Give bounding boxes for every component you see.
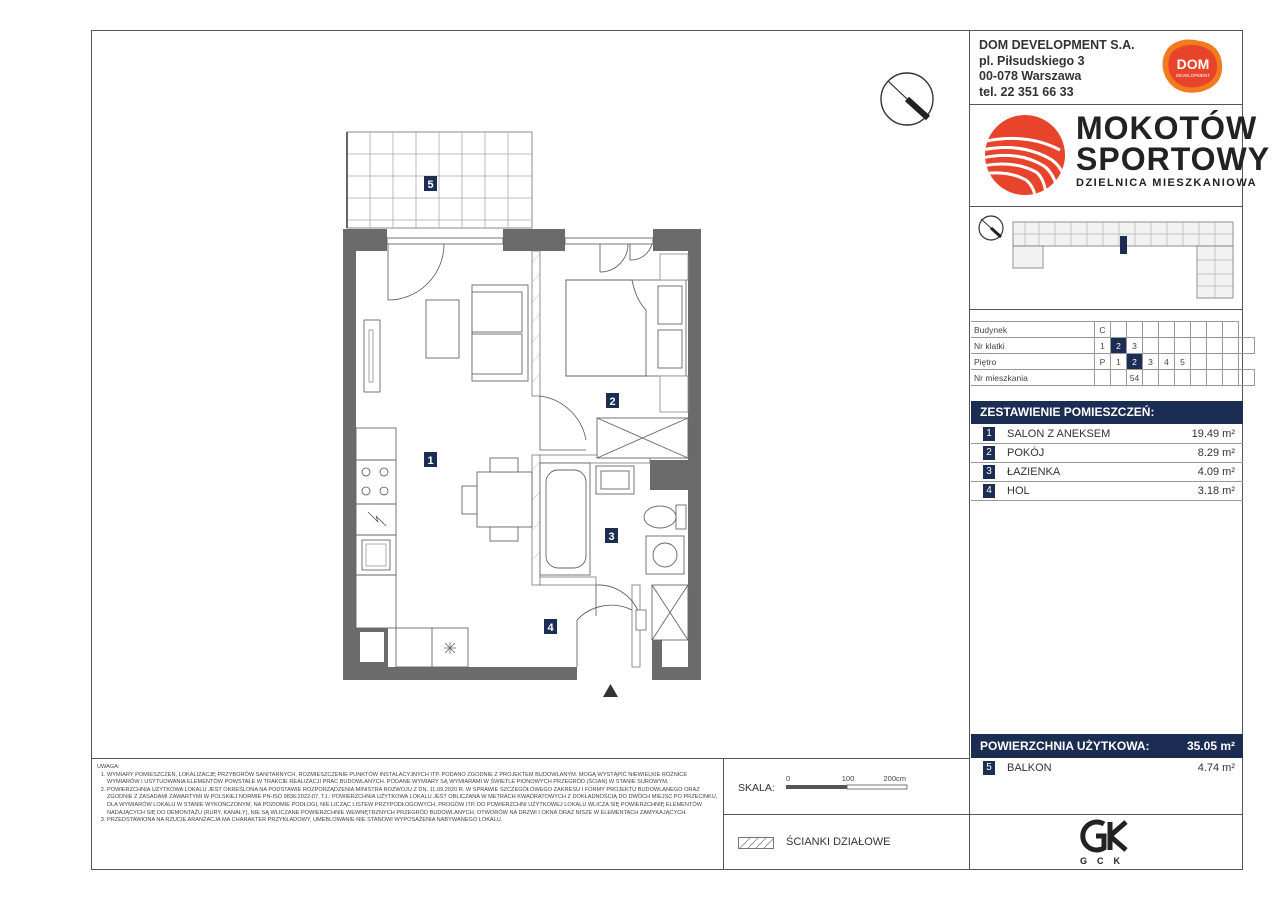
staircase-cell: 1 xyxy=(1095,338,1111,354)
room-name: HOL xyxy=(1007,485,1030,497)
room-area: 4.09 m² xyxy=(1197,466,1235,478)
project-name-line1: MOKOTÓW xyxy=(1076,110,1258,146)
gck-logo-text: GCK xyxy=(1080,856,1130,866)
plan-label: 2 xyxy=(609,396,616,408)
room-row xyxy=(971,463,1243,482)
floor-cell-selected: 2 xyxy=(1127,354,1143,370)
project-name-line3: DZIELNICA MIESZKANIOWA xyxy=(1076,177,1258,189)
partition-wall-legend-label: ŚCIANKI DZIAŁOWE xyxy=(786,836,891,848)
notes-heading: UWAGA: xyxy=(97,764,120,770)
partition-wall-legend-icon xyxy=(738,836,774,848)
bathroom-sink xyxy=(596,466,634,494)
floor-cell: 5 xyxy=(1175,354,1191,370)
room-area: 8.29 m² xyxy=(1197,447,1235,459)
floor-cell: 1 xyxy=(1111,354,1127,370)
note-item: 1. WYMIARY POMIESZCZEŃ, LOKALIZACJĘ PRZYBORÓW SANITARNYCH, ROZMIESZCZENIE PUNKTÓW INSTALACYJNYCH ITP. PODANO ZGODNIE Z PROJEKTEM BUDOWLANYM. MOGĄ WYSTĄPIĆ NIEWIELKIE RÓŻNICE WYMIARÓW I USYTUOWANIA ELEMENTÓW POWSTAŁE W TRAKCIE REALIZACJI PRAC BUDOWLANYCH. PODANE WYMIARY SĄ WYMIARAMI W ŚWIETLE PIONOWYCH PRZEGRÓD (ŚCIAN) W STANIE SUROWYM. xyxy=(107,772,719,787)
balcony-name: BALKON xyxy=(1007,762,1052,774)
scale-label: SKALA: xyxy=(738,782,775,794)
bed xyxy=(566,280,686,376)
apartment-row xyxy=(971,370,1255,386)
room-name: POKÓJ xyxy=(1007,447,1045,459)
notes-block xyxy=(97,764,719,825)
company-name: DOM DEVELOPMENT S.A. xyxy=(979,38,1135,52)
scale-tick-label: 200cm xyxy=(883,774,906,783)
logo-divider xyxy=(969,206,1243,207)
building-value: C xyxy=(1095,322,1111,338)
floor-cell: 4 xyxy=(1159,354,1175,370)
room-row xyxy=(971,425,1243,444)
scale-divider xyxy=(723,814,969,815)
header-divider xyxy=(969,104,1243,105)
dom-development-logo xyxy=(1160,38,1222,92)
staircase-label: Nr klatki xyxy=(971,338,1095,354)
floor-cell: P xyxy=(1095,354,1111,370)
room-number-badge: 1 xyxy=(983,427,995,441)
mokotow-sportowy-emblem xyxy=(982,114,1068,196)
tv xyxy=(364,320,380,392)
plan-label: 1 xyxy=(427,455,434,467)
balcony-number-badge: 5 xyxy=(983,761,995,775)
sofa xyxy=(472,285,528,381)
apartment-number: 54 xyxy=(1127,370,1143,386)
bottom-section-divider xyxy=(91,758,969,759)
room-row xyxy=(971,444,1243,463)
balcony-area: 4.74 m² xyxy=(1197,762,1235,774)
room-area: 3.18 m² xyxy=(1197,485,1235,497)
key-plan xyxy=(975,210,1237,306)
staircase-row xyxy=(971,338,1255,354)
total-area-bar xyxy=(971,734,1243,758)
plan-label: 3 xyxy=(608,531,615,543)
floor-row xyxy=(971,354,1255,370)
right-column-divider xyxy=(969,30,970,870)
bathtub xyxy=(540,463,590,575)
room-number-badge: 2 xyxy=(983,446,995,460)
hall-wardrobe xyxy=(652,585,688,640)
total-area-value: 35.05 m² xyxy=(1186,739,1235,753)
apartment-info-table xyxy=(971,321,1255,386)
scale-tick-label: 0 xyxy=(786,774,791,783)
wardrobe xyxy=(597,418,688,458)
room-number-badge: 4 xyxy=(983,484,995,498)
note-item: 3. PRZEDSTAWIONA NA RZUCIE ARANŻACJA MA CHARAKTER PRZYKŁADOWY, UMEBLOWANIE NIE STANOWI WYPOSAŻENIA NABYWANEGO LOKALU. xyxy=(107,817,719,825)
note-item: 2. POWIERZCHNIA UŻYTKOWA LOKALU JEST OKREŚLONA NA PODSTAWIE ROZPORZĄDZENIA MINISTRA ROZWOJU Z DN. 11.09.2020 R. W SPRAWIE SZCZEGÓŁOWEGO ZAKRESU I FORMY PROJEKTU BUDOWLANEGO ORAZ ZGODNIE Z ZASADAMI ZAWARTYMI W POLSKIEJ NORMIE PN-ISO 9836:2022-07, TJ.: POWIERZCHNIA UŻYTKOWA LOKALU JEST OBLICZANA W METRACH KWADRATOWYCH Z DOKŁADNOŚCIĄ DO DWÓCH MIEJSC PO PRZECINKU, DLA WYMIARÓW LOKALU W STANIE WYKOŃCZONYM, NA POZIOMIE PODŁOGI, NIE LICZĄC LISTEW PRZYPODŁOGOWYCH, PROGÓW ITP. DO POWIERZCHNI UŻYTKOWEJ LOKALU WLICZA SIĘ POWIERZCHNIĘ ELEMENTÓW NADAJĄCYCH SIĘ DO DEMONTAŻU (RURY, KANAŁY), NIE SĄ WLICZANE POWIERZCHNIE WEWNĘTRZNYCH PRZEGRÓD BUDOWLANYCH, OTWORÓW NA DRZWI I OKNA ORAZ NISZE W ELEMENTACH ZAMYKAJĄCYCH. xyxy=(107,787,719,817)
plan-label: 5 xyxy=(427,179,434,191)
company-phone: tel. 22 351 66 33 xyxy=(979,84,1074,99)
staircase-cell-selected: 2 xyxy=(1111,338,1127,354)
balcony-floor xyxy=(347,132,532,228)
floor-plan xyxy=(330,125,720,705)
total-area-label: POWIERZCHNIA UŻYTKOWA: xyxy=(980,739,1150,753)
compass-icon xyxy=(878,70,938,130)
project-logo-text xyxy=(1076,110,1271,191)
key-plan-compass-icon xyxy=(979,216,1003,240)
room-name: ŁAZIENKA xyxy=(1007,466,1061,478)
staircase-cell: 3 xyxy=(1127,338,1143,354)
project-name-line2: SPORTOWY xyxy=(1076,141,1271,177)
dom-logo-text: DOM xyxy=(1176,56,1210,72)
scale-tick-label: 100 xyxy=(841,774,855,783)
floor-label: Piętro xyxy=(971,354,1095,370)
washing-machine xyxy=(646,536,684,574)
dom-logo-subtext: DEVELOPMENT xyxy=(1175,73,1211,78)
plan-label: 4 xyxy=(547,622,554,634)
balcony-row xyxy=(971,759,1243,777)
dining-table xyxy=(462,458,532,541)
building-row xyxy=(971,322,1255,338)
rooms-heading: ZESTAWIENIE POMIESZCZEŃ: xyxy=(971,401,1243,424)
keyplan-divider xyxy=(969,309,1243,310)
balcony-bottom-line xyxy=(969,814,1243,815)
company-city: 00-078 Warszawa xyxy=(979,69,1082,83)
building-label: Budynek xyxy=(971,322,1095,338)
toilet xyxy=(644,505,686,529)
company-info xyxy=(979,38,1135,100)
coffee-table xyxy=(426,300,459,358)
company-street: pl. Piłsudskiego 3 xyxy=(979,53,1085,68)
scale-bar xyxy=(784,774,924,794)
entrance-arrow-icon xyxy=(603,684,618,697)
apartment-label: Nr mieszkania xyxy=(971,370,1095,386)
floor-cell: 3 xyxy=(1143,354,1159,370)
room-row xyxy=(971,482,1243,501)
room-name: SALON Z ANEKSEM xyxy=(1007,428,1111,440)
room-area: 19.49 m² xyxy=(1191,428,1235,440)
room-number-badge: 3 xyxy=(983,465,995,479)
key-plan-selected-apartment xyxy=(1120,236,1127,254)
